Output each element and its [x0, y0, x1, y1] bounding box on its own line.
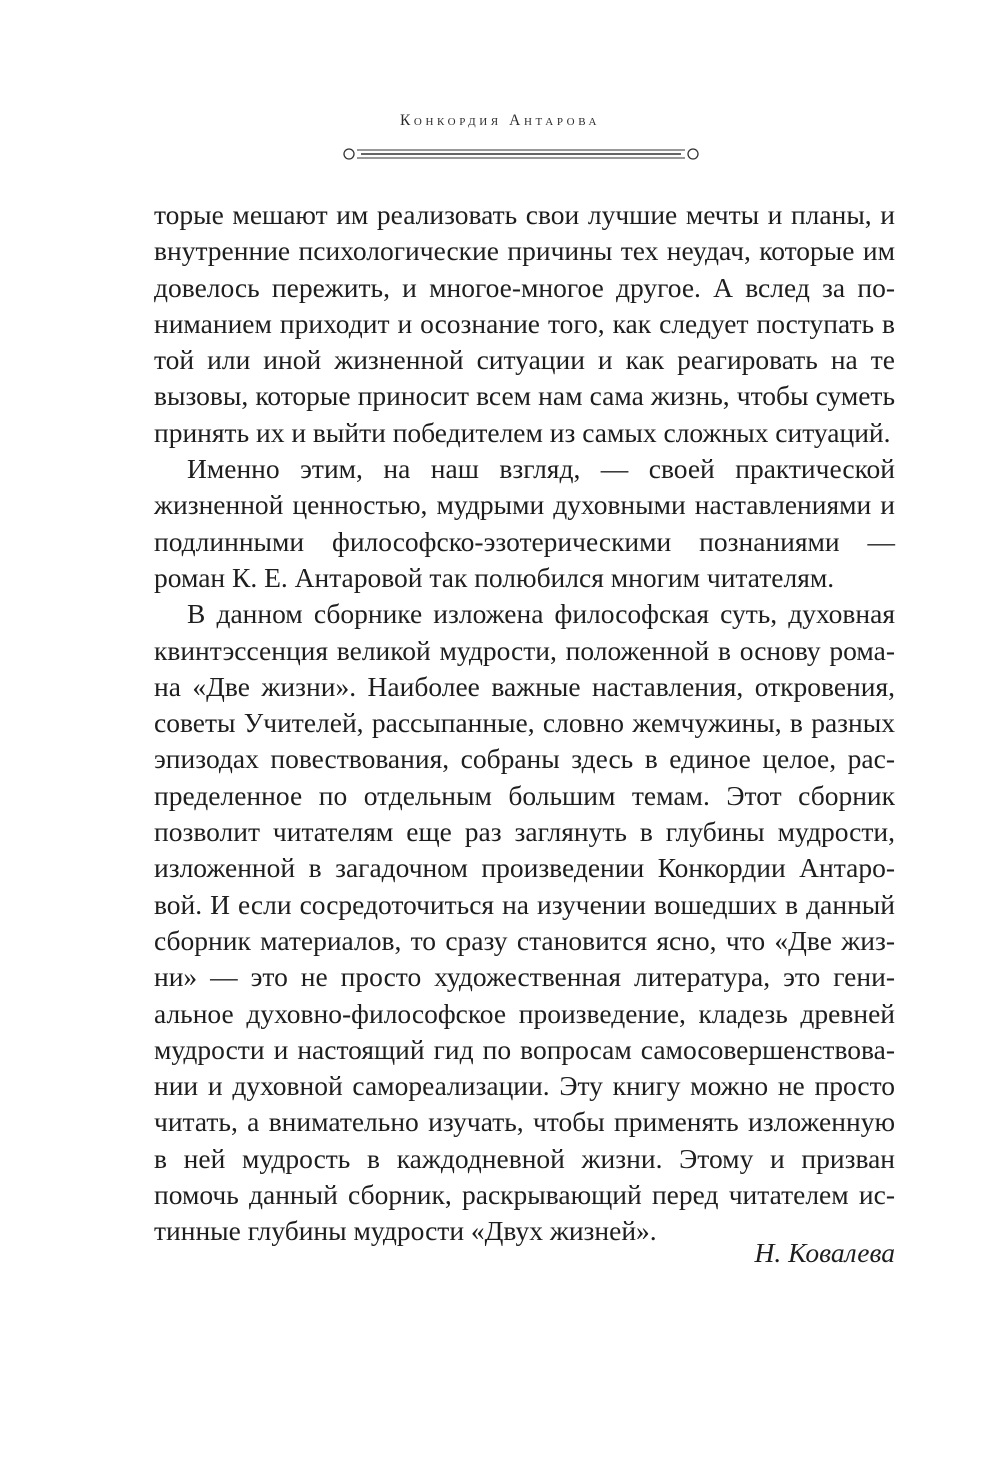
author-signature: Н. Ковалева — [754, 1237, 895, 1268]
ornament-right-circle — [688, 149, 698, 159]
running-head — [0, 112, 1000, 130]
header-ornament — [341, 145, 701, 163]
paragraph-value: Именно этим, на наш взгляд, — своей практической жизненной ценностью, мудрыми духовными наставлениями и подлинными философско-эзотерическими познаниями — роман К. Е. Антаровой так полюбился многим читателям. — [154, 453, 895, 593]
paragraph-continuation: торые мешают им реализовать свои лучшие мечты и планы, и внутренние психологические причины тех неудач, которые им довелось пережить, и многое-многое другое. А вслед за пониманием приходит и осознание того, как следует поступать в той или иной жизненной ситуации и как реагировать на те вызовы, которые приносит всем нам сама жизнь, чтобы суметь принять их и выйти победителем из самых сложных ситуаций. — [154, 199, 895, 448]
body-text — [154, 197, 895, 1250]
paragraph-collection: В данном сборнике изложена философская суть, духовная квинтэссенция великой мудрости, положенной в основу романа «Две жизни». Наиболее важные наставления, откровения, советы Учителей, рассыпанные, словно жемчужины, в разных эпизодах повествования, собраны здесь в единое целое, распределенное по отдельным большим темам. Этот сборник позволит читателям еще раз заглянуть в глубины мудрости, изложенной в загадочном произведении Конкордии Антаровой. И если сосредоточиться на изучении вошедших в данный сборник материалов, то сразу становится ясно, что «Две жизни» — это не просто художественная литература, это гениальное духовно-философское произведение, кладезь древней мудрости и настоящий гид по вопросам самосовершенствовании и духовной самореализации. Эту книгу можно не просто читать, а внимательно изучать, чтобы применять изложенную в ней мудрость в каждодневной жизни. Этому и призван помочь данный сборник, раскрывающий перед читателем истинные глубины мудрости «Двух жизней». — [154, 598, 895, 1247]
running-head-title: Конкордия Антарова — [399, 112, 601, 129]
ornament-left-circle — [344, 149, 354, 159]
